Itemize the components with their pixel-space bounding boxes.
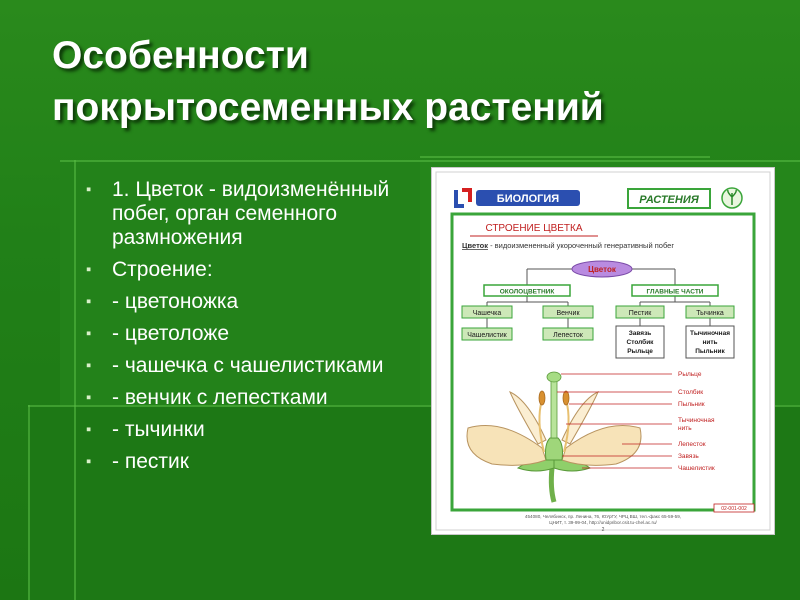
pistil-part: Столбик xyxy=(626,339,654,346)
flower-structure-poster xyxy=(431,167,775,535)
bullet-item: ▪ Строение: xyxy=(84,258,424,282)
bullet-item: ▪ 1. Цветок - видоизменённый побег, орган семенного размножения xyxy=(84,178,424,250)
bullet-item: ▪ - пестик xyxy=(84,450,424,474)
diagram-label: Чашелистик xyxy=(678,465,715,472)
background-line xyxy=(60,160,800,162)
pistil-part: Рыльце xyxy=(627,348,653,355)
diagram-label: Завязь xyxy=(678,453,699,460)
background-line xyxy=(28,405,30,600)
calyx-label: Чашечка xyxy=(472,310,502,317)
poster-page-number: 2 xyxy=(601,527,605,533)
poster-definition xyxy=(462,241,674,250)
diagram-label: нить xyxy=(678,425,692,432)
stamen-part: Тычиночная xyxy=(689,330,731,337)
bullet-item: ▪ - венчик с лепестками xyxy=(84,386,424,410)
bullet-item: ▪ - чашечка с чашелистиками xyxy=(84,354,424,378)
poster-code: 02-001-002 xyxy=(721,506,747,512)
bullet-item: ▪ - цветоножка xyxy=(84,290,424,314)
diagram-label: Рыльце xyxy=(678,371,702,378)
stamen-part: нить xyxy=(702,339,718,346)
stamen-label: Тычинка xyxy=(696,310,724,317)
poster-canvas xyxy=(432,168,774,534)
corolla-label: Венчик xyxy=(556,310,580,317)
main-parts-group-label: ГЛАВНЫЕ ЧАСТИ xyxy=(646,288,704,296)
bullet-item: ▪ - цветоложе xyxy=(84,322,424,346)
bullet-item: ▪ - тычинки xyxy=(84,418,424,442)
background-line xyxy=(74,160,76,600)
poster-footer: ЦНИТ, т. 39-99-04, http://unidpribor.csit.tu-chel.ac.ru/ xyxy=(549,520,657,525)
diagram-label: Пыльник xyxy=(678,401,705,408)
perianth-group-label: ОКОЛОЦВЕТНИК xyxy=(499,288,555,296)
background-line xyxy=(420,156,710,158)
diagram-label: Тычиночная xyxy=(678,417,715,424)
pistil-label: Пестик xyxy=(628,310,652,317)
diagram-label: Лепесток xyxy=(678,441,706,448)
flower-root-label: Цветок xyxy=(588,265,616,274)
pistil-part: Завязь xyxy=(628,330,652,337)
poster-heading: СТРОЕНИЕ ЦВЕТКА xyxy=(485,223,583,234)
slide-title: Особенности покрытосеменных растений xyxy=(52,34,604,129)
poster-footer: 454080, Челябинск, пр. Ленина, 76, ЮУрГУ, ЧРЦ ВШ, тел.-факс 65-59-59, xyxy=(524,514,682,519)
poster-category: РАСТЕНИЯ xyxy=(639,194,699,206)
diagram-label: Столбик xyxy=(678,389,704,396)
definition-term: Цветок xyxy=(462,241,488,250)
definition-text: - видоизмененный укороченный генеративный побег xyxy=(487,241,675,250)
petal-label: Лепесток xyxy=(553,332,583,339)
stamen-part: Пыльник xyxy=(695,348,725,355)
plant-badge-icon xyxy=(722,188,742,208)
sepal-label: Чашелистик xyxy=(467,332,507,339)
poster-brand: БИОЛОГИЯ xyxy=(496,193,560,205)
bullet-list xyxy=(84,178,424,482)
